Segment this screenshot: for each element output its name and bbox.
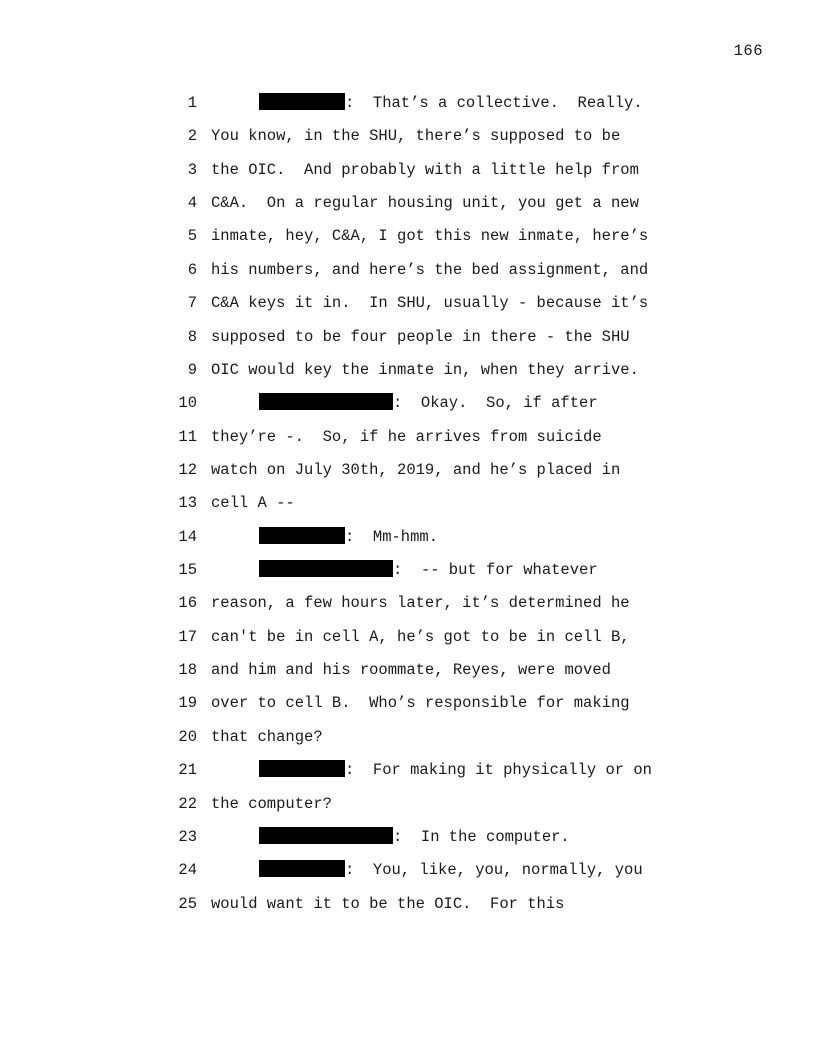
transcript-line bbox=[0, 854, 816, 887]
transcript-line bbox=[0, 621, 816, 654]
spoken-text: the OIC. And probably with a little help from bbox=[211, 160, 639, 179]
spoken-text: supposed to be four people in there - the SHU bbox=[211, 327, 630, 346]
line-number: 16 bbox=[178, 594, 197, 613]
redacted-speaker-name bbox=[259, 93, 345, 110]
line-number: 3 bbox=[187, 160, 197, 179]
transcript-line bbox=[0, 654, 816, 687]
line-number: 1 bbox=[187, 94, 197, 112]
line-text bbox=[211, 220, 648, 253]
transcript-body bbox=[0, 87, 816, 921]
spoken-text: watch on July 30th, 2019, and he’s placed in bbox=[211, 460, 621, 479]
line-number: 4 bbox=[187, 194, 197, 213]
transcript-line bbox=[0, 554, 816, 587]
transcript-line bbox=[0, 454, 816, 487]
line-number: 12 bbox=[178, 460, 197, 479]
transcript-line bbox=[0, 120, 816, 153]
spoken-text: C&A. On a regular housing unit, you get a new bbox=[211, 194, 639, 213]
line-number: 18 bbox=[178, 661, 197, 680]
transcript-line bbox=[0, 721, 816, 754]
line-number: 15 bbox=[178, 561, 197, 580]
spoken-text: and him and his roommate, Reyes, were moved bbox=[211, 661, 611, 680]
spoken-text: reason, a few hours later, it’s determined he bbox=[211, 594, 630, 613]
line-text bbox=[211, 487, 295, 520]
line-text bbox=[259, 821, 570, 854]
redacted-speaker-name bbox=[259, 860, 345, 877]
line-text bbox=[211, 654, 611, 687]
line-text bbox=[211, 120, 620, 153]
line-number: 23 bbox=[178, 827, 197, 846]
transcript-line bbox=[0, 687, 816, 720]
line-number: 14 bbox=[178, 527, 197, 546]
spoken-text: OIC would key the inmate in, when they arrive. bbox=[211, 360, 639, 379]
spoken-text: : You, like, you, normally, you bbox=[345, 861, 643, 880]
transcript-line bbox=[0, 788, 816, 821]
line-text bbox=[211, 254, 648, 287]
line-text bbox=[211, 421, 602, 454]
transcript-line bbox=[0, 387, 816, 420]
line-text bbox=[211, 154, 639, 187]
spoken-text: over to cell B. Who’s responsible for making bbox=[211, 694, 630, 713]
transcript-line bbox=[0, 154, 816, 187]
line-text bbox=[259, 87, 643, 120]
spoken-text: that change? bbox=[211, 727, 323, 746]
spoken-text: they’re -. So, if he arrives from suicide bbox=[211, 427, 602, 446]
spoken-text: the computer? bbox=[211, 794, 332, 813]
spoken-text: : For making it physically or on bbox=[345, 761, 652, 780]
line-text bbox=[211, 321, 630, 354]
line-number: 13 bbox=[178, 494, 197, 513]
transcript-line bbox=[0, 888, 816, 921]
line-text bbox=[211, 587, 630, 620]
line-number: 9 bbox=[187, 360, 197, 379]
transcript-line bbox=[0, 321, 816, 354]
line-text bbox=[259, 387, 598, 420]
spoken-text: his numbers, and here’s the bed assignment, and bbox=[211, 260, 649, 279]
transcript-line bbox=[0, 821, 816, 854]
redacted-speaker-name bbox=[259, 560, 393, 577]
spoken-text: cell A -- bbox=[211, 494, 295, 513]
line-text bbox=[211, 788, 332, 821]
transcript-line bbox=[0, 254, 816, 287]
spoken-text: C&A keys it in. In SHU, usually - because it’s bbox=[211, 294, 649, 313]
transcript-line bbox=[0, 487, 816, 520]
transcript-line bbox=[0, 521, 816, 554]
spoken-text: You know, in the SHU, there’s supposed to be bbox=[211, 127, 621, 146]
line-number: 25 bbox=[178, 894, 197, 913]
line-number: 5 bbox=[187, 227, 197, 246]
line-number: 10 bbox=[178, 394, 197, 413]
line-text bbox=[211, 454, 620, 487]
line-number: 8 bbox=[187, 327, 197, 346]
line-text bbox=[211, 721, 323, 754]
line-number: 7 bbox=[187, 294, 197, 313]
line-text bbox=[211, 287, 648, 320]
line-number: 17 bbox=[178, 627, 197, 646]
redacted-speaker-name bbox=[259, 760, 345, 777]
line-text bbox=[211, 687, 630, 720]
spoken-text: can't be in cell A, he’s got to be in cell B, bbox=[211, 627, 630, 646]
spoken-text: : Mm-hmm. bbox=[345, 527, 439, 546]
line-text bbox=[259, 854, 643, 887]
line-text bbox=[211, 621, 630, 654]
spoken-text: : That’s a collective. Really. bbox=[345, 94, 643, 112]
redacted-speaker-name bbox=[259, 827, 393, 844]
spoken-text: : In the computer. bbox=[393, 827, 570, 846]
page-number: 166 bbox=[733, 42, 763, 60]
line-number: 21 bbox=[178, 761, 197, 780]
line-number: 11 bbox=[178, 427, 197, 446]
spoken-text: : -- but for whatever bbox=[393, 561, 598, 580]
line-text bbox=[211, 187, 639, 220]
transcript-line bbox=[0, 754, 816, 787]
transcript-line bbox=[0, 87, 816, 120]
line-text bbox=[211, 354, 639, 387]
spoken-text: would want it to be the OIC. For this bbox=[211, 894, 565, 913]
line-number: 19 bbox=[178, 694, 197, 713]
line-number: 6 bbox=[187, 260, 197, 279]
line-text bbox=[259, 554, 598, 587]
line-text bbox=[211, 888, 564, 921]
line-number: 22 bbox=[178, 794, 197, 813]
line-text bbox=[259, 754, 652, 787]
transcript-line bbox=[0, 187, 816, 220]
line-text bbox=[259, 521, 438, 554]
spoken-text: : Okay. So, if after bbox=[393, 394, 598, 413]
transcript-line bbox=[0, 354, 816, 387]
line-number: 20 bbox=[178, 727, 197, 746]
redacted-speaker-name bbox=[259, 393, 393, 410]
redacted-speaker-name bbox=[259, 527, 345, 544]
transcript-line bbox=[0, 421, 816, 454]
line-number: 2 bbox=[187, 127, 197, 146]
transcript-line bbox=[0, 587, 816, 620]
spoken-text: inmate, hey, C&A, I got this new inmate, here’s bbox=[211, 227, 649, 246]
transcript-line bbox=[0, 220, 816, 253]
transcript-line bbox=[0, 287, 816, 320]
line-number: 24 bbox=[178, 861, 197, 880]
